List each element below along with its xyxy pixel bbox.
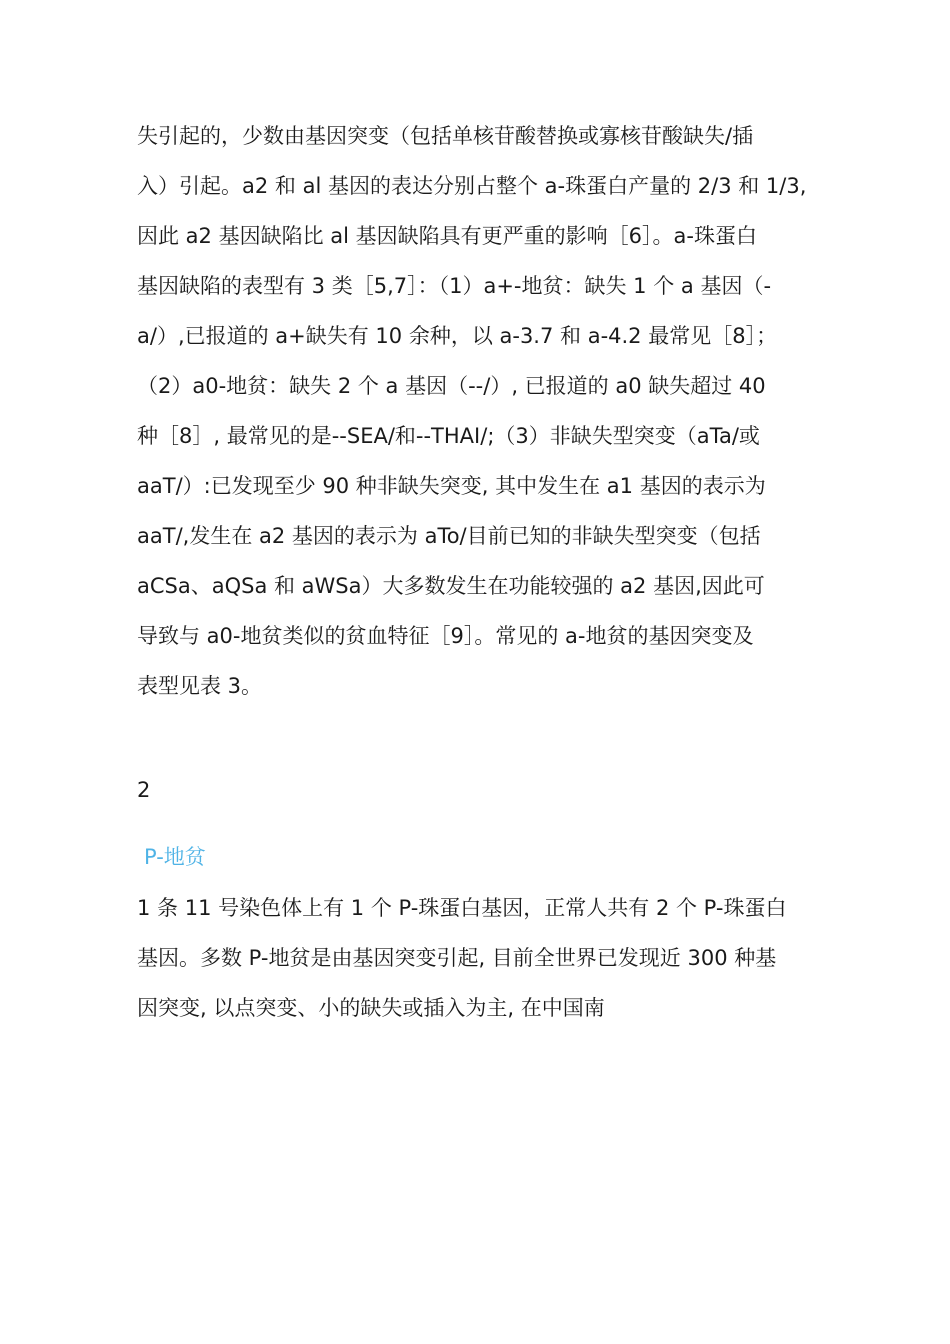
text-line: 基因。多数 P-地贫是由基因突变引起, 目前全世界已发现近 300 种基 [137,946,777,970]
text-line: 导致与 a0-地贫类似的贫血特征［9］。常见的 a-地贫的基因突变及 [137,624,754,648]
text-line: aaT/）:已发现至少 90 种非缺失突变, 其中发生在 a1 基因的表示为 [137,474,766,498]
text-line: 因突变, 以点突变、小的缺失或插入为主, 在中国南 [137,996,605,1020]
text-line: 基因缺陷的表型有 3 类［5,7］：（1）a+-地贫：缺失 1 个 a 基因（- [137,274,772,298]
section-heading: P-地贫 [144,845,206,869]
text-line: aaT/,发生在 a2 基因的表示为 aTo/目前已知的非缺失型突变（包括 [137,524,761,548]
text-line: （2）a0-地贫：缺失 2 个 a 基因（--/）, 已报道的 a0 缺失超过 40 [137,374,766,398]
text-line: 1 条 11 号染色体上有 1 个 P-珠蛋白基因，正常人共有 2 个 P-珠蛋白 [137,896,787,920]
text-line: 失引起的，少数由基因突变（包括单核苷酸替换或寡核苷酸缺失/插 [137,124,754,148]
paragraph-beta-thalassemia [137,883,837,1033]
text-line: 表型见表 3。 [137,674,263,698]
section-number: 2 [137,778,151,802]
text-line: 入）引起。a2 和 al 基因的表达分别占整个 a-珠蛋白产量的 2/3 和 1/3, [137,174,807,198]
text-line: aCSa、aQSa 和 aWSa）大多数发生在功能较强的 a2 基因,因此可 [137,574,765,598]
text-line: a/）,已报道的 a+缺失有 10 余种，以 a-3.7 和 a-4.2 最常见［8］； [137,324,778,348]
text-line: 种［8］, 最常见的是--SEA/和--THAI/;（3）非缺失型突变（aTa/或 [137,424,760,448]
text-line: 因此 a2 基因缺陷比 al 基因缺陷具有更严重的影响［6］。a-珠蛋白 [137,224,757,248]
paragraph-alpha-thalassemia [137,111,837,711]
